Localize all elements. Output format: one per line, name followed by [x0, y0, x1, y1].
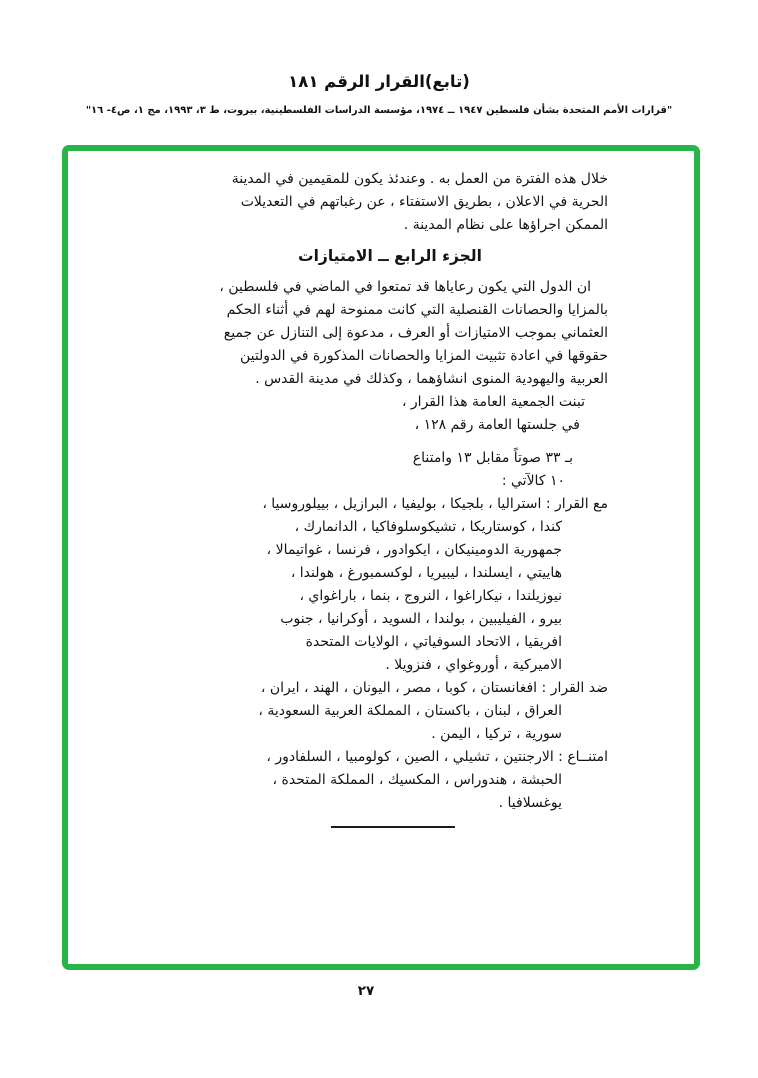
section-divider	[331, 826, 455, 828]
text-line: الحرية في الاعلان ، بطريق الاستفتاء ، عن رغباتهم في التعديلات	[240, 194, 608, 210]
adoption-statement	[140, 391, 608, 437]
votes-for-list	[140, 493, 608, 677]
text-line: العربية واليهودية المنوى انشاؤهما ، وكذلك في مدينة القدس .	[255, 371, 608, 387]
text-line: بـ ٣٣ صوتاً مقابل ١٣ وامتناع	[412, 450, 573, 466]
text-line: في جلستها العامة رقم ١٢٨ ،	[414, 417, 580, 433]
votes-abstain-list	[140, 746, 608, 815]
text-line: يوغسلافيا .	[498, 795, 562, 811]
text-line: افريقيا ، الاتحاد السوفياتي ، الولايات المتحدة	[305, 634, 562, 650]
text-line: خلال هذه الفترة من العمل به . وعندئذ يكون للمقيمين في المدينة	[231, 171, 608, 187]
text-line: هاييتي ، ايسلندا ، ليبيريا ، لوكسمبورغ ، هولندا ،	[290, 565, 562, 581]
text-line: الاميركية ، أوروغواي ، فنزويلا .	[385, 657, 562, 673]
page-number: ٢٧	[357, 983, 375, 999]
text-line: بيرو ، الفيليبين ، بولندا ، السويد ، أوكرانيا ، جنوب	[280, 611, 562, 627]
source-citation: "قرارات الأمم المتحدة بشأن فلسطين ١٩٤٧ ــ ١٩٧٤، مؤسسة الدراسات الفلسطينية، بيروت، ط ٣، ١٩٩٣، مج ١، ص٤- ١٦"	[85, 105, 673, 116]
page-title: (تابع)القرار الرقم ١٨١	[288, 72, 470, 91]
paragraph-continuation	[140, 168, 608, 237]
votes-against-list	[140, 677, 608, 746]
text-line: العثماني بموجب الامتيازات أو العرف ، مدعوة إلى التنازل عن جميع	[223, 325, 608, 341]
text-line: الحبشة ، هندوراس ، المكسيك ، المملكة المتحدة ،	[272, 772, 562, 788]
document-body	[140, 168, 608, 828]
text-line: جمهورية الدومينيكان ، ايكوادور ، فرنسا ، غواتيمالا ،	[266, 542, 562, 558]
text-line: مع القرار : استراليا ، بلجيكا ، بوليفيا ، البرازيل ، بييلوروسيا ،	[262, 496, 608, 512]
text-line: بالمزايا والحصانات القنصلية التي كانت ممنوحة لهم في أثناء الحكم	[226, 302, 608, 318]
text-line: تبنت الجمعية العامة هذا القرار ،	[401, 394, 585, 410]
text-line: ١٠ كالآتي :	[501, 473, 565, 489]
text-line: ان الدول التي يكون رعاياها قد تمتعوا في الماضي في فلسطين ،	[219, 279, 591, 295]
section-heading: الجزء الرابع ــ الامتيازات	[298, 247, 482, 265]
text-line: حقوقها في اعادة تثبيت المزايا والحصانات المذكورة في الدولتين	[239, 348, 608, 364]
text-line: نيوزيلندا ، نيكاراغوا ، النروج ، بنما ، باراغواي ،	[299, 588, 562, 604]
text-line: امتنــاع : الارجنتين ، تشيلي ، الصين ، كولومبيا ، السلفادور ،	[266, 749, 608, 765]
vote-tally	[140, 447, 608, 493]
text-line: سورية ، تركيا ، اليمن .	[431, 726, 562, 742]
text-line: الممكن اجراؤها على نظام المدينة .	[403, 217, 608, 233]
text-line: العراق ، لبنان ، باكستان ، المملكة العربية السعودية ،	[258, 703, 562, 719]
section-paragraph	[140, 276, 608, 391]
text-line: ضد القرار : افغانستان ، كوبا ، مصر ، اليونان ، الهند ، ايران ،	[260, 680, 608, 696]
text-line: كندا ، كوستاريكا ، تشيكوسلوفاكيا ، الدانمارك ،	[294, 519, 562, 535]
